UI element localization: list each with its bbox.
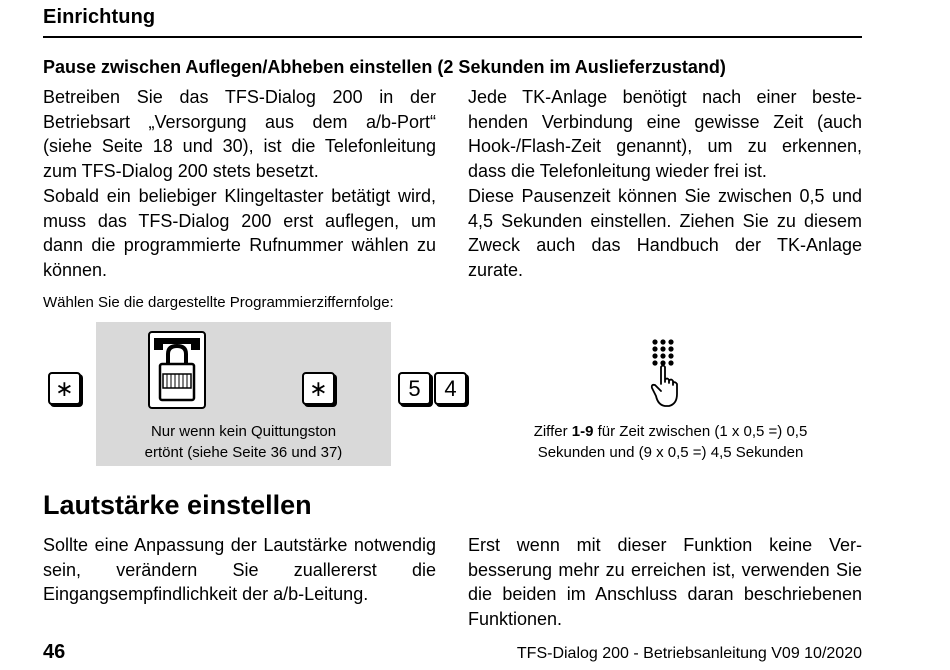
pause-subheading: Pause zwischen Auflegen/Abheben einstellen (2 Sekunden im Auslieferzustand)	[43, 57, 726, 77]
digit-caption-line-2: Sekunden und (9 x 0,5 =) 4,5 Sekunden	[537, 444, 804, 461]
volume-left-paragraph: Sollte eine Anpassung der Lautstärke notwendig sein, verändern Sie zuallererst die Eingangsempfindlichkeit der a/b-Leitung.	[43, 535, 436, 604]
title-divider	[43, 36, 862, 38]
pause-left-paragraph-2: Sobald ein beliebiger Klingeltaster betätigt wird, muss das TFS-Dialog 200 erst auflegen, um dann die programmierte Rufnummer wählen zu können.	[43, 186, 436, 280]
conditional-caption-line-2: ertönt (siehe Seite 36 und 37)	[144, 444, 343, 461]
key-5	[398, 372, 431, 405]
pause-right-paragraph-1: Jede TK-Anlage benötigt nach einer bestehenden Verbindung eine gewisse Zeit (auch Hook-/Flash-Zeit genannt), um zu erkennen, dass die Telefonleitung wieder frei ist.	[468, 87, 862, 181]
pause-right-paragraph-2: Diese Pausenzeit können Sie zwischen 0,5 und 4,5 Sekunden einstellen. Ziehen Sie zu diesem Zweck auch das Handbuch der TK-Anlage zurate.	[468, 186, 862, 280]
digit-range-caption	[468, 421, 873, 463]
key-4	[434, 372, 467, 405]
key-star-1-label: ∗	[55, 375, 74, 401]
digit-caption-suffix: für Zeit zwischen (1 x 0,5 =) 0,5	[593, 423, 808, 440]
section-title: Einrichtung	[43, 6, 156, 28]
digit-caption-line-1	[468, 421, 873, 442]
keypad-finger-icon	[646, 336, 686, 412]
key-star-2-label: ∗	[309, 375, 328, 401]
digit-caption-range: 1-9	[571, 423, 594, 440]
key-star-2	[302, 372, 335, 405]
footer-doc-title: TFS-Dialog 200 - Betriebsanleitung V09 10/2020	[516, 645, 862, 662]
locked-phone-icon	[146, 330, 208, 410]
digit-caption-prefix: Ziffer	[533, 423, 572, 440]
key-4-label: 4	[444, 375, 457, 401]
key-star-1	[48, 372, 81, 405]
conditional-caption-line-1: Nur wenn kein Quittungston	[150, 423, 337, 440]
volume-heading: Lautstärke einstellen	[43, 490, 312, 520]
volume-right-paragraph: Erst wenn mit dieser Funktion keine Verbesserung mehr zu erreichen ist, verwenden Sie die beiden im Anschluss daran beschriebenen Funktionen.	[468, 535, 862, 629]
key-5-label: 5	[408, 375, 421, 401]
conditional-step-caption	[96, 421, 391, 463]
pause-left-paragraph-1: Betreiben Sie das TFS-Dialog 200 in der Betriebsart „Versorgung aus dem a/b-Port“ (siehe Seite 18 und 30), ist die Telefonleitung zum TFS-Dialog 200 stets besetzt.	[43, 87, 436, 181]
page-number: 46	[43, 641, 66, 663]
sequence-instruction: Wählen Sie die dargestellte Programmierziffernfolge:	[43, 294, 394, 311]
